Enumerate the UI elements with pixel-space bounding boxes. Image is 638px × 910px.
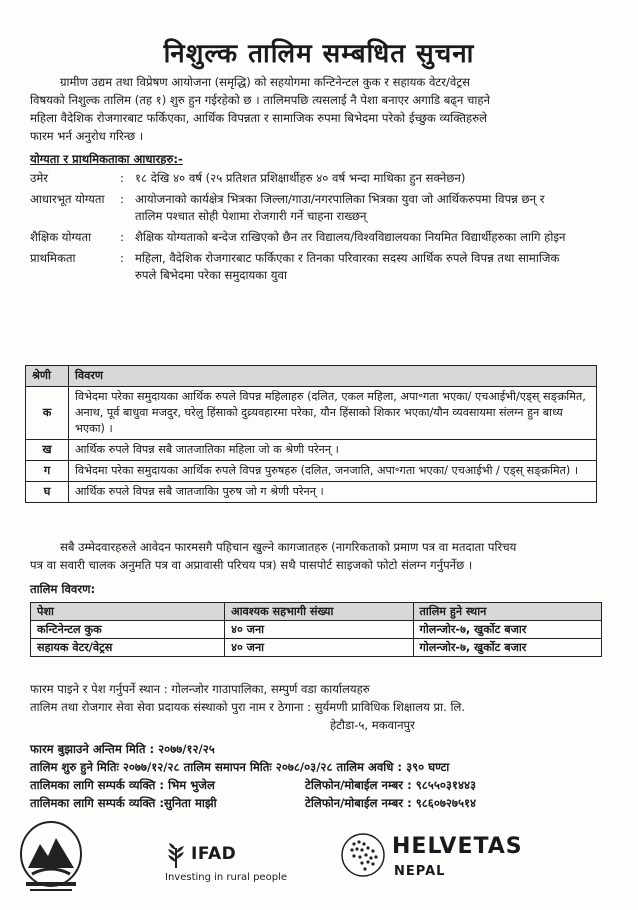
table-row (26, 482, 597, 503)
helvetas-globe-icon (340, 832, 386, 878)
table-row (26, 387, 597, 440)
contact-person-2: तालिमका लागि सम्पर्क व्यक्ति :सुनिता माझी (30, 796, 217, 810)
category-desc: आर्थिक रुपले विपन्न सबै जातजाकिा पुरुष जो ग श्रेणी परेनन् । (69, 482, 597, 503)
qualification-label: प्राथमिकता (30, 251, 76, 265)
qualification-list (30, 170, 575, 288)
ifad-wheat-icon (165, 842, 187, 868)
documents-note-line-2: पत्र वा सवारी चालक अनुमति पत्र वा अप्रावासी परिचय पत्र) सथै पासपोर्ट साइजको फोटो संलग्न गर्नुपर्नेछ । (30, 558, 473, 572)
provider-address: हेटौडा-५, मकवानपुर (330, 718, 415, 732)
qualification-row: शैक्षिक योग्यता : शैक्षिक योग्यताको बन्देज राखिएको छैन तर विद्यालय/विश्वविद्यालयका नियमित विद्यार्थीहरुका लागि होइन (30, 229, 575, 246)
training-occupation: कन्टिनेन्टल कुक (31, 621, 225, 639)
category-desc: विभेदमा परेका समुदायका आर्थिक रुपले विपन्न महिलाहरु (दलित, एकल महिला, अपा॰गता भएका/ एचआईभी/एड्स् सङ्क्रमित, अनाथ, पूर्व बाधुवा मजदुर, घरेलु हिंसाको दुव्र्यवहारमा परेका, यौन हिंसाको शिकार भएका/यौन व्यवसायमा संलग्न हुन बाध्य भएका) । (69, 387, 597, 440)
training-header-occupation: पेशा (31, 603, 225, 621)
ifad-name: IFAD (191, 844, 237, 864)
training-location: गोलन्जोर-७, खुर्कोट बजार (413, 621, 601, 639)
intro-line-1: ग्रामीण उद्यम तथा विप्रेषण आयोजना (समृद्धि) को सहयोगमा कन्टिनेन्टल कुक र सहायक वेटर/वेट्रस (60, 75, 471, 89)
category-code: ग (26, 461, 69, 482)
category-table-header (26, 366, 597, 387)
ifad-logo (165, 840, 305, 890)
training-participants: ४० जना (225, 621, 413, 639)
helvetas-logo (340, 828, 560, 888)
contact-phone-2: टेलिफोन/मोबाईल नम्बर : ९८६०७२७५१४ (305, 796, 477, 810)
intro-line-2: विषयको निशुल्क तालिम (तह १) शुरु हुन गईरहेको छ । तालिमपछि त्यसलाई नै पेशा बनाएर अगाडि बढ्न चाहने (30, 93, 490, 107)
helvetas-name: HELVETAS (392, 834, 523, 859)
training-header-location: तालिम हुने स्थान (413, 603, 601, 621)
qualification-value: शैक्षिक योग्यताको बन्देज राखिएको छैन तर विद्यालय/विश्वविद्यालयका नियमित विद्यार्थीहरुका लागि होइन (135, 230, 566, 244)
qualification-label: शैक्षिक योग्यता (30, 230, 92, 244)
training-table (30, 602, 602, 657)
category-table (25, 365, 597, 503)
qualification-value: महिला, वैदेशिक रोजगारबाट फर्किएका र तिनका परिवारका सदस्य आर्थिक रुपले विपन्न तथा सामाजिक रुपले बिभेदमा परेका समुदायका युवा (135, 251, 560, 282)
contact-person-1: तालिमका लागि सम्पर्क व्यक्ति : भिम भुजेल (30, 778, 215, 792)
helvetas-country: NEPAL (394, 864, 446, 879)
qualification-label: आधारभूत योग्यता (30, 192, 105, 206)
provider-line: तालिम तथा रोजगार सेवा सेवा प्रदायक संस्थाको पुरा नाम र ठेगाना : सुर्यमणी प्राविधिक शिक्षालय प्रा. लि. (30, 700, 466, 714)
government-emblem-logo (18, 818, 84, 896)
intro-line-4: फारम भर्न अनुरोध गरिन्छ । (30, 129, 144, 143)
table-row (26, 440, 597, 461)
qualification-row: आधारभूत योग्यता : आयोजनाको कार्यक्षेत्र भित्रका जिल्ला/गाउा/नगरपालिका भित्रका युवा जो आर्थिकरुपमा विपन्न छन् र तालिम पश्चात सोही पेशामा रोजगारी गर्ने चाहना राख्छन् (30, 191, 575, 225)
category-code: ख (26, 440, 69, 461)
ifad-tagline: Investing in rural people (165, 872, 287, 883)
category-header-desc: विवरण (69, 366, 597, 387)
training-location: गोलन्जोर-७, खुर्कोट बजार (413, 639, 601, 657)
notice-title: निशुल्क तालिम सम्बधित सुचना (163, 39, 475, 69)
table-row (31, 621, 602, 639)
intro-line-3: महिला वैदेशिक रोजगारबाट फर्किएका, आर्थिक विपन्नता र सामाजिक रुपमा बिभेदमा परेको ईच्छुक व्यक्तिहरुले (30, 111, 487, 125)
qualification-value: आयोजनाको कार्यक्षेत्र भित्रका जिल्ला/गाउा/नगरपालिका भित्रका युवा जो आर्थिकरुपमा विपन्न छन् र तालिम पश्चात सोही पेशामा रोजगारी गर्ने चाहना राख्छन् (135, 192, 545, 223)
qualification-heading: योग्यता र प्राथमिकताका आधारहरु:- (30, 152, 183, 166)
qualification-row: उमेर : १८ देखि ४० वर्ष (२५ प्रतिशत प्रशिक्षार्थीहरु ४० वर्ष भन्दा माथिका हुन सक्नेछन) (30, 170, 575, 187)
qualification-label: उमेर (30, 171, 49, 185)
table-row (26, 461, 597, 482)
contact-phone-1: टेलिफोन/मोबाईल नम्बर : ९८५५०३१४४३ (305, 778, 477, 792)
training-heading: तालिम विवरण: (30, 582, 96, 596)
training-table-header (31, 603, 602, 621)
training-schedule: तालिम शुरु हुने मितिः २०७७/१२/२८ तालिम समापन मितिः २०७८/०३/२८ तालिम अवधि : ३९० घण्टा (30, 760, 450, 774)
category-desc: आर्थिक रुपले विपन्न सबै जातजातिका महिला जो क श्रेणी परेनन् । (69, 440, 597, 461)
qualification-value: १८ देखि ४० वर्ष (२५ प्रतिशत प्रशिक्षार्थीहरु ४० वर्ष भन्दा माथिका हुन सक्नेछन) (135, 171, 466, 185)
training-participants: ४० जना (225, 639, 413, 657)
training-occupation: सहायक वेटर/वेट्रस (31, 639, 225, 657)
category-code: घ (26, 482, 69, 503)
form-place: फारम पाइने र पेश गर्नुपर्ने स्थान : गोलन्जोर गाउापालिका, सम्पुर्ण वडा कार्यालयहरु (30, 682, 370, 696)
submission-deadline: फारम बुझाउने अन्तिम मिति : २०७७/१२/२५ (30, 742, 215, 756)
documents-note-line-1: सबै उम्मेदवारहरुले आवेदन फारमसगै पहिचान खुल्ने कागजातहरु (नागरिकताको प्रमाण पत्र वा मतदाता परिचय (60, 540, 517, 554)
training-header-participants: आवश्यक सहभागी संख्या (225, 603, 413, 621)
table-row (31, 639, 602, 657)
qualification-row: प्राथमिकता : महिला, वैदेशिक रोजगारबाट फर्किएका र तिनका परिवारका सदस्य आर्थिक रुपले विपन्न तथा सामाजिक रुपले बिभेदमा परेका समुदायका युवा (30, 250, 575, 284)
category-desc: विभेदमा परेका समुदायका आर्थिक रुपले विपन्न पुरुषहरु (दलित, जनजाति, अपा॰गता भएका/ एचआईभी / एड्स् सङ्क्रमित) । (69, 461, 597, 482)
category-header-code: श्रेणी (26, 366, 69, 387)
category-code: क (26, 387, 69, 440)
